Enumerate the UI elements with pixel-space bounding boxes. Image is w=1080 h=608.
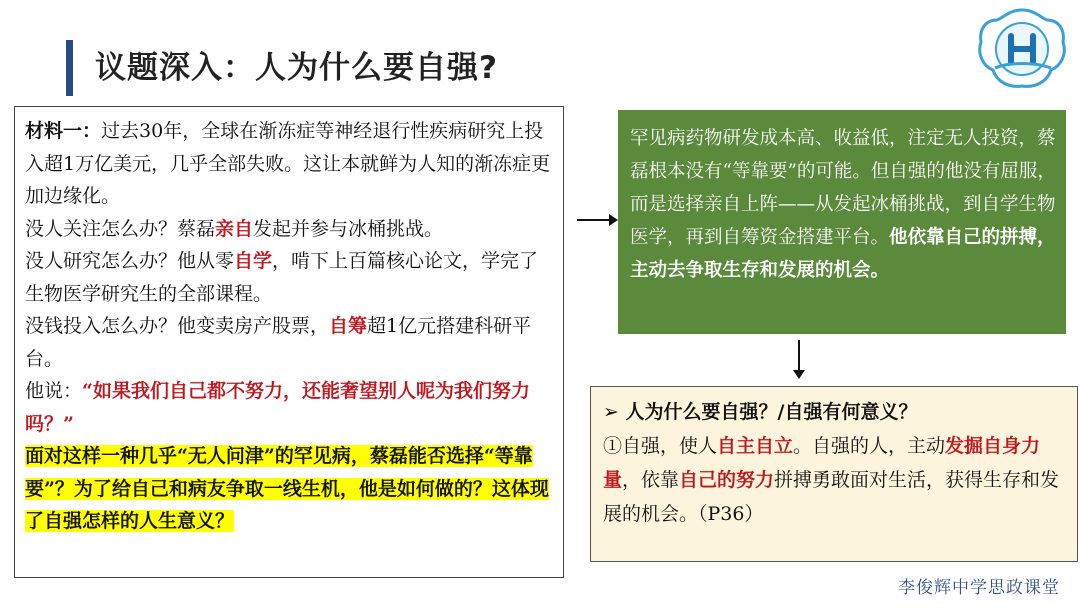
material-paragraph-5	[25, 375, 555, 440]
keyword-highlight: 自学	[234, 250, 273, 272]
material-text: 他说：	[25, 380, 83, 402]
material-paragraph-2	[25, 213, 555, 246]
title-accent-bar	[66, 40, 73, 96]
material-paragraph-1	[25, 115, 555, 213]
arrow-down-icon	[790, 338, 808, 380]
analysis-normal-text: 罕见病药物研发成本高、收益低，注定无人投资，蔡磊根本没有“等靠要”的可能。但自强的他没有屈服，而是选择亲自上阵——从发起冰桶挑战，到自学生物医学，再到自筹资金搭建平台。	[630, 128, 1056, 248]
analysis-bold-text: 他依靠自己的拼搏，主动去争取生存和发展的机会。	[630, 227, 1056, 281]
material-text: 没人研究怎么办？他从零	[25, 250, 235, 272]
material-text: 发起并参与冰桶挑战。	[253, 217, 444, 240]
material-paragraph-4	[25, 310, 555, 375]
answer-text	[603, 429, 1067, 531]
answer-text-part: ①自强，使人	[603, 435, 718, 457]
answer-keyword: 发掘自身力量	[603, 435, 1041, 491]
material-paragraph-3	[25, 245, 555, 310]
answer-box	[590, 386, 1078, 562]
answer-text-part: ，依靠	[622, 469, 680, 491]
material-text: ，啃下上百篇核心论文，学完了生物医学研究生的全部课程。	[25, 250, 539, 305]
keyword-highlight: 亲自	[215, 217, 254, 240]
answer-text-part: 。自强的人，主动	[793, 435, 946, 457]
material-label: 材料一：	[25, 120, 102, 142]
answer-question	[603, 395, 1067, 429]
answer-keyword: 自己的努力	[679, 469, 775, 491]
answer-text-part: 拼搏勇敢面对生活，获得生存和发展的机会。（P36）	[603, 469, 1060, 525]
material-text: 没人关注怎么办？蔡磊	[25, 217, 216, 240]
footer-signature: 李俊辉中学思政课堂	[898, 578, 1060, 598]
quote-highlight: “如果我们自己都不努力，还能奢望别人呢为我们努力吗？”	[25, 380, 530, 435]
bullet-arrow-icon: ➢	[603, 401, 619, 423]
answer-question-text: 人为什么要自强？/自强有何意义？	[625, 401, 918, 423]
question-highlight: 面对这样一种几乎“无人问津”的罕见病，蔡磊能否选择“等靠要”？为了给自己和病友争取一线生机，他是如何做的？这体现了自强怎样的人生意义？	[25, 445, 549, 532]
answer-keyword: 自主自立	[717, 435, 794, 457]
material-question	[25, 440, 555, 538]
analysis-box	[618, 110, 1066, 334]
school-logo-icon	[975, 6, 1069, 92]
material-text: 没钱投入怎么办？他变卖房产股票，	[25, 315, 330, 337]
page-title: 议题深入：人为什么要自强?	[95, 50, 498, 86]
material-box	[14, 106, 564, 578]
arrow-right-icon	[575, 211, 619, 229]
analysis-text	[630, 122, 1056, 287]
material-intro-text: 过去30年，全球在渐冻症等神经退行性疾病研究上投入超1万亿美元，几乎全部失败。这让本就鲜为人知的渐冻症更加边缘化。	[25, 120, 551, 207]
material-text: 超1亿元搭建科研平台。	[25, 315, 532, 370]
keyword-highlight: 自筹	[329, 315, 368, 337]
